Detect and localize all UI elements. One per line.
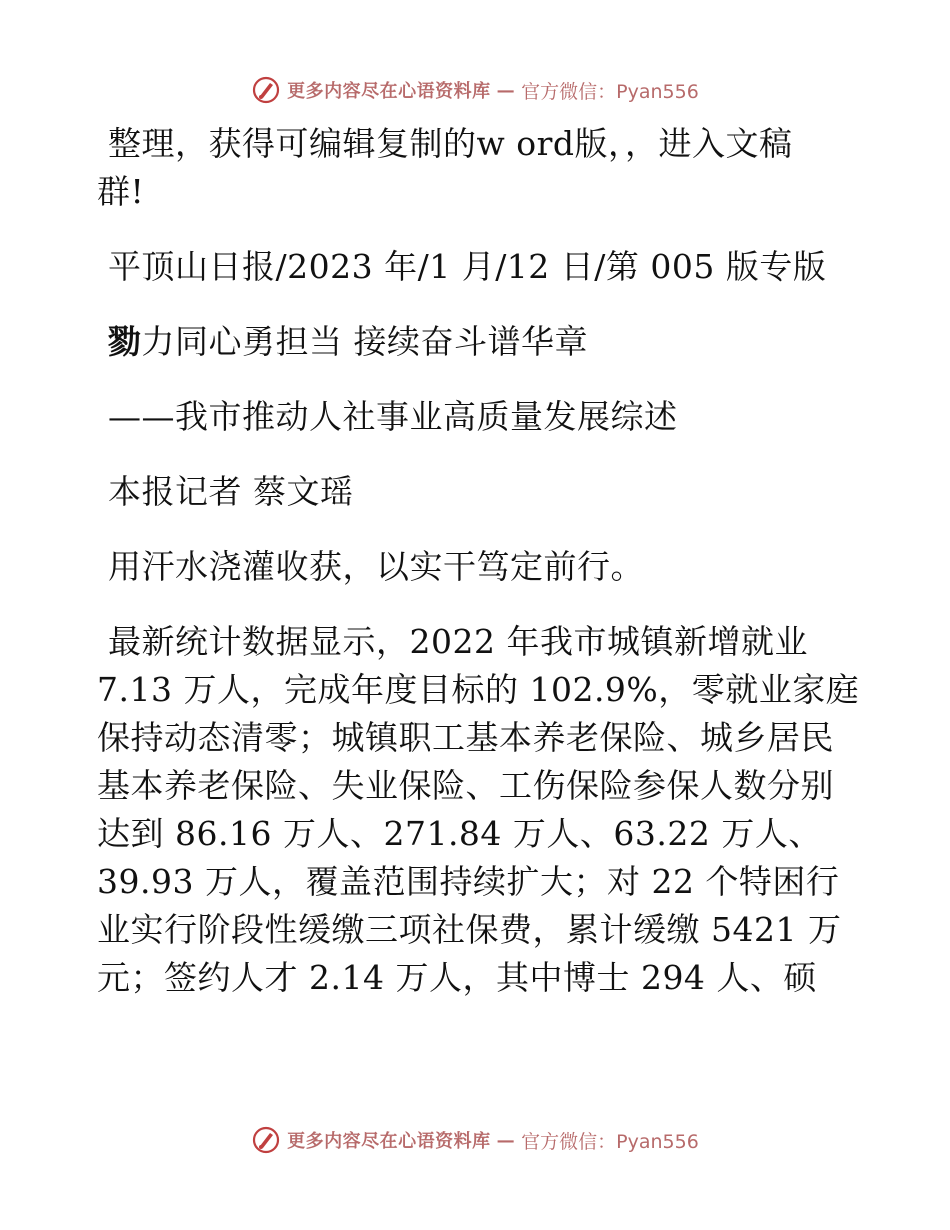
lede-paragraph: 用汗水浇灌收获，以实干笃定前行。 (108, 547, 644, 586)
byline: 本报记者 蔡文瑶 (108, 472, 354, 511)
body-line: 39.93 万人，覆盖范围持续扩大；对 22 个特困行 (97, 862, 840, 901)
body-line: 业实行阶段性缓缴三项社保费，累计缓缴 5421 万 (97, 910, 842, 949)
watermark-separator: — (496, 79, 516, 101)
header-watermark (0, 70, 950, 110)
watermark-contact: 官方微信：Pyan556 (521, 80, 699, 103)
watermark-text: 更多内容尽在心语资料库 (287, 1131, 491, 1152)
body-line: 元；签约人才 2.14 万人，其中博士 294 人、硕 (97, 958, 817, 997)
watermark-contact: 官方微信：Pyan556 (521, 1130, 699, 1153)
body-line: 达到 86.16 万人、271.84 万人、63.22 万人、 (97, 814, 822, 853)
body-line: 7.13 万人，完成年度目标的 102.9%，零就业家庭 (97, 670, 860, 709)
title-lead-char: 勠 (108, 322, 142, 361)
footer-watermark (0, 1120, 950, 1160)
body-line: 基本养老保险、失业保险、工伤保险参保人数分别 (97, 766, 834, 805)
pen-seal-icon (251, 1125, 281, 1155)
body-line: 最新统计数据显示，2022 年我市城镇新增就业 (108, 622, 808, 661)
body-line: 保持动态清零；城镇职工基本养老保险、城乡居民 (97, 718, 834, 757)
title-rest: 力同心勇担当 接续奋斗谱华章 (141, 322, 588, 361)
intro-line-2: 群! (97, 172, 145, 211)
pen-seal-icon (251, 75, 281, 105)
source-line: 平顶山日报/2023 年/1 月/12 日/第 005 版专版 (108, 247, 827, 286)
intro-line-1: 整理，获得可编辑复制的w ord版，，进入文稿 (108, 124, 793, 163)
watermark-separator: — (496, 1129, 516, 1151)
article-title (97, 318, 857, 366)
document-body (97, 120, 860, 1002)
article-subtitle: ——我市推动人社事业高质量发展综述 (108, 397, 678, 436)
watermark-text: 更多内容尽在心语资料库 (287, 81, 491, 102)
